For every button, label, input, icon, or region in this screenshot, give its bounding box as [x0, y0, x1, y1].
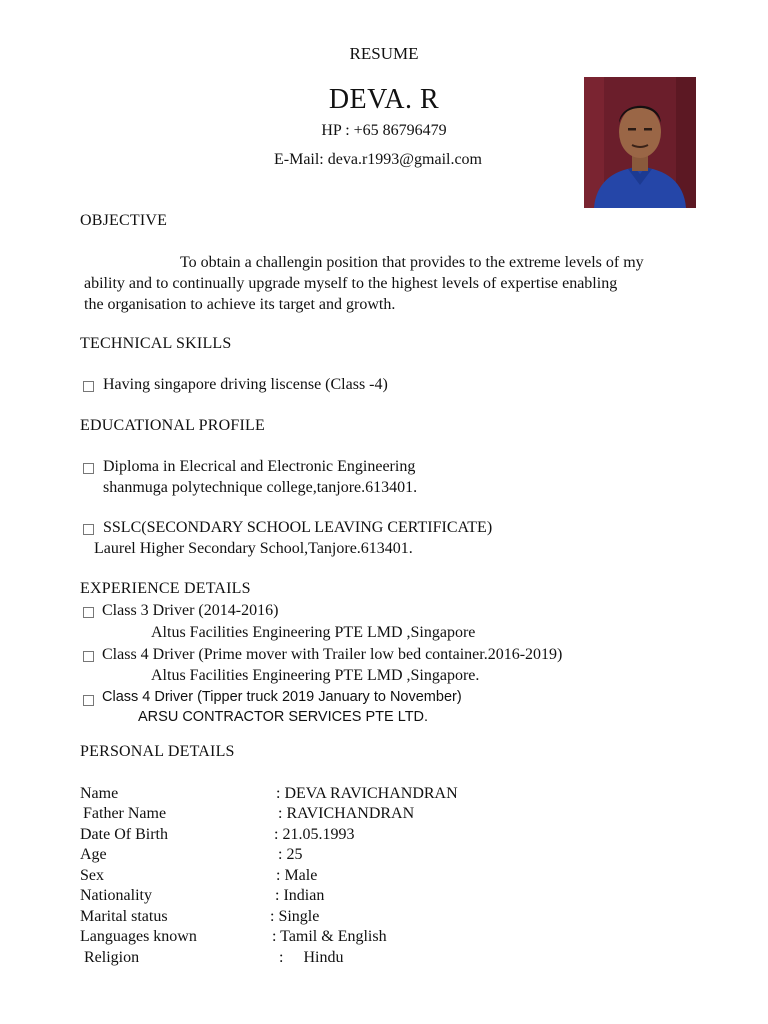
education-item-institution: shanmuga polytechnique college,tanjore.613401. — [103, 479, 418, 496]
personal-label-father-name: Father Name — [83, 805, 167, 822]
personal-value-father-name: : RAVICHANDRAN — [278, 805, 415, 822]
bullet-square-icon — [83, 651, 94, 662]
bullet-square-icon — [83, 381, 94, 392]
personal-value-nationality: : Indian — [275, 887, 325, 904]
document-title: RESUME — [349, 44, 419, 63]
experience-item-role: Class 4 Driver (Tipper truck 2019 January to November) — [102, 689, 462, 705]
objective-line-1: To obtain a challengin position that provides to the extreme levels of my — [180, 254, 644, 271]
experience-item-company: Altus Facilities Engineering PTE LMD ,Singapore. — [151, 667, 480, 684]
bullet-square-icon — [83, 695, 94, 706]
personal-label-sex: Sex — [80, 867, 104, 884]
personal-value-marital-status: : Single — [270, 908, 320, 925]
education-item-title: Diploma in Elecrical and Electronic Engineering — [103, 458, 416, 475]
objective-heading: OBJECTIVE — [80, 212, 168, 229]
personal-details-heading: PERSONAL DETAILS — [80, 743, 235, 760]
experience-item-role: Class 3 Driver (2014-2016) — [102, 602, 279, 619]
personal-label-age: Age — [80, 846, 107, 863]
experience-item-company: ARSU CONTRACTOR SERVICES PTE LTD. — [138, 709, 429, 725]
email-address: E-Mail: deva.r1993@gmail.com — [273, 151, 482, 168]
personal-value-name: : DEVA RAVICHANDRAN — [276, 785, 458, 802]
bullet-square-icon — [83, 524, 94, 535]
phone-number: HP : +65 86796479 — [321, 122, 447, 139]
candidate-name: DEVA. R — [328, 84, 440, 115]
personal-label-languages: Languages known — [80, 928, 197, 945]
personal-value-dob: : 21.05.1993 — [274, 826, 355, 843]
experience-item-role: Class 4 Driver (Prime mover with Trailer low bed container.2016-2019) — [102, 646, 563, 663]
personal-value-age: : 25 — [278, 846, 303, 863]
education-item-institution: Laurel Higher Secondary School,Tanjore.613401. — [94, 540, 413, 557]
technical-skills-heading: TECHNICAL SKILLS — [80, 335, 232, 352]
education-heading: EDUCATIONAL PROFILE — [80, 417, 265, 434]
personal-value-languages: : Tamil & English — [272, 928, 387, 945]
personal-label-religion: Religion — [84, 949, 140, 966]
personal-value-sex: : Male — [276, 867, 318, 884]
personal-label-marital-status: Marital status — [80, 908, 168, 925]
profile-photo-illustration — [584, 77, 696, 208]
personal-label-dob: Date Of Birth — [80, 826, 168, 843]
personal-value-religion: : Hindu — [279, 949, 344, 966]
education-item-title: SSLC(SECONDARY SCHOOL LEAVING CERTIFICATE) — [103, 519, 493, 536]
experience-item-company: Altus Facilities Engineering PTE LMD ,Singapore — [151, 624, 476, 641]
personal-label-nationality: Nationality — [80, 887, 152, 904]
objective-line-2: ability and to continually upgrade myself to the highest levels of expertise enabling — [84, 275, 618, 292]
bullet-square-icon — [83, 463, 94, 474]
profile-photo — [584, 77, 696, 208]
experience-heading: EXPERIENCE DETAILS — [80, 580, 251, 597]
objective-line-3: the organisation to achieve its target and growth. — [84, 296, 396, 313]
bullet-square-icon — [83, 607, 94, 618]
personal-label-name: Name — [80, 785, 119, 802]
skill-item: Having singapore driving liscense (Class -4) — [103, 376, 388, 393]
